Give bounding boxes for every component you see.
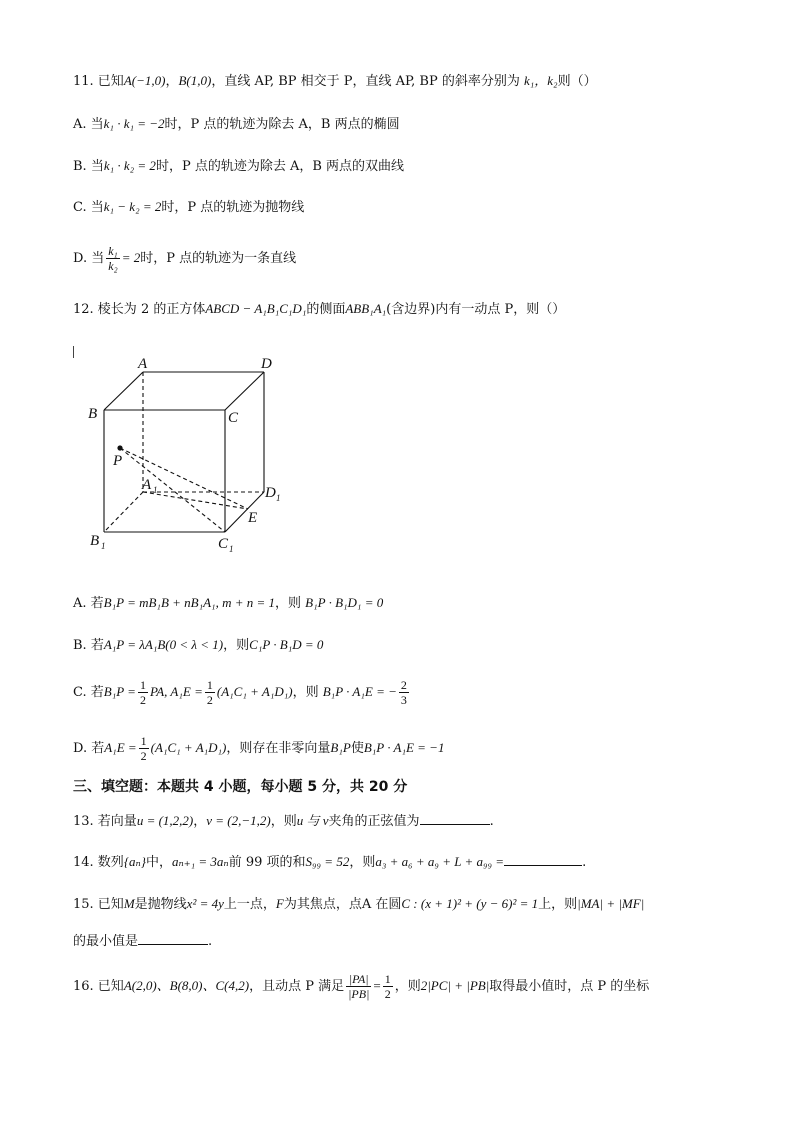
q11-d-eq: = 2 bbox=[121, 250, 141, 265]
q13-uv: u 与 v bbox=[296, 813, 329, 828]
q16-points: A(2,0)、B(8,0)、C(4,2) bbox=[123, 978, 250, 993]
q16-eq: = bbox=[373, 978, 381, 993]
q14-mid: 中， bbox=[145, 855, 172, 870]
q12-c-frac1-d: 2 bbox=[139, 693, 146, 707]
q12-c-frac2-n: 1 bbox=[206, 678, 213, 692]
q15-mid3: 为其焦点，点A 在圆 bbox=[283, 897, 402, 912]
q13-mid: ，则 bbox=[270, 814, 297, 829]
q16-ratio-d: |PB| bbox=[348, 987, 370, 1001]
q11-stem: 11. 已知A(−1,0)，B(1,0)，直线 AP, BP 相交于 P，直线 AP, BP 的斜率分别为 k₁，k₂则（） bbox=[73, 73, 597, 89]
q12-prefix: 12. 棱长为 2 的正方体 bbox=[73, 302, 206, 317]
q11-d-num: k₁ bbox=[108, 244, 118, 258]
q12-a-expr2: B₁P · B₁D₁ = 0 bbox=[305, 595, 384, 610]
q14-period: . bbox=[582, 855, 587, 870]
q11-b-label: B. 当 bbox=[73, 159, 104, 174]
q15-prefix: 15. 已知 bbox=[73, 897, 124, 912]
q12-option-b bbox=[73, 636, 323, 655]
label-a1: A bbox=[142, 477, 152, 493]
q12-a-mid: ，则 bbox=[275, 596, 302, 611]
q14-sequence: {aₙ} bbox=[123, 854, 146, 869]
q11-d-fraction bbox=[106, 244, 120, 273]
label-a1-sub: 1 bbox=[153, 485, 158, 495]
q14-sum: S₉₉ = 52 bbox=[305, 854, 350, 869]
q15-line1 bbox=[73, 895, 644, 914]
q16-end: 取得最小值时，点 P 的坐标 bbox=[489, 979, 650, 994]
q16-half-d: 2 bbox=[384, 987, 391, 1001]
q16-half bbox=[383, 972, 393, 1001]
q12-c-label: C. 若 bbox=[73, 685, 104, 700]
q11-d-text: 时，P 点的轨迹为一条直线 bbox=[140, 251, 297, 266]
q15-line2-text: 的最小值是 bbox=[73, 934, 139, 949]
q12-c-result bbox=[399, 678, 409, 707]
q12-a-expr: B₁P = mB₁B + nB₁A₁, m + n = 1 bbox=[103, 595, 276, 610]
q16-expr: 2|PC| + |PB| bbox=[420, 978, 490, 993]
q15-mid: 是抛物线 bbox=[134, 897, 187, 912]
q15-f: F bbox=[275, 896, 284, 911]
q12-c-frac2 bbox=[205, 678, 215, 707]
q12-d-text: ，则存在非零向量 bbox=[226, 741, 331, 756]
q12-d-text2: 使 bbox=[350, 741, 364, 756]
q12-d-frac-d: 2 bbox=[140, 749, 147, 763]
q14-answer-blank[interactable] bbox=[504, 853, 582, 866]
q15-period: . bbox=[208, 934, 213, 949]
label-d: D bbox=[261, 356, 272, 372]
q12-option-d bbox=[73, 730, 444, 767]
label-a: A bbox=[138, 356, 148, 372]
q16-half-n: 1 bbox=[384, 972, 391, 986]
q11-a-expr: k₁ · k₁ = −2 bbox=[103, 116, 165, 131]
q11-prefix: 11. 已知 bbox=[73, 74, 124, 89]
q12-c-result-d: 3 bbox=[400, 693, 407, 707]
section-fill-in-title: 三、填空题：本题共 4 小题，每小题 5 分，共 20 分 bbox=[73, 779, 408, 795]
q16-prefix: 16. 已知 bbox=[73, 979, 124, 994]
q12-d-expr2: B₁P · A₁E = −1 bbox=[363, 740, 445, 755]
q11-option-a bbox=[73, 115, 400, 134]
q14 bbox=[73, 853, 586, 872]
q12-mid: 的侧面 bbox=[306, 302, 346, 317]
q13-end: 夹角的正弦值为 bbox=[328, 814, 420, 829]
q13-sep: ， bbox=[193, 814, 207, 829]
q13-answer-blank[interactable] bbox=[420, 812, 490, 825]
q12-b-mid: ，则 bbox=[223, 638, 250, 653]
q12-end: (含边界)内有一动点 P，则（） bbox=[386, 302, 566, 317]
q11-c-expr: k₁ − k₂ = 2 bbox=[103, 199, 162, 214]
q12-cube: ABCD − A₁B₁C₁D₁ bbox=[205, 301, 307, 316]
q13 bbox=[73, 812, 494, 831]
label-b1-sub: 1 bbox=[101, 541, 106, 551]
q12-option-c bbox=[73, 674, 411, 711]
q16-mid2: ，则 bbox=[394, 979, 421, 994]
q12-c-frac2-d: 2 bbox=[206, 693, 213, 707]
q12-d-vec: B₁P bbox=[330, 740, 351, 755]
q11-point-b: B(1,0) bbox=[178, 73, 212, 88]
q12-face: ABB₁A₁ bbox=[345, 301, 387, 316]
q14-expr: a₃ + a₆ + a₉ + L + a₉₉ = bbox=[375, 854, 505, 869]
q11-point-a: A(−1,0) bbox=[123, 73, 166, 88]
q13-prefix: 13. 若向量 bbox=[73, 814, 137, 829]
q14-prefix: 14. 数列 bbox=[73, 855, 124, 870]
q15-mid4: 上，则 bbox=[538, 897, 578, 912]
label-c1: C bbox=[218, 536, 229, 552]
q11-d-label: D. 当 bbox=[73, 251, 105, 266]
label-c: C bbox=[228, 410, 239, 426]
q12-b-expr2: C₁P · B₁D = 0 bbox=[249, 637, 324, 652]
q15-mid2: 上一点， bbox=[223, 897, 276, 912]
q11-stem-text: ，直线 AP, BP 相交于 P，直线 AP, BP 的斜率分别为 bbox=[211, 74, 520, 89]
q11-option-d bbox=[73, 240, 296, 277]
q15-answer-blank[interactable] bbox=[138, 932, 208, 945]
q11-c-text: 时，P 点的轨迹为抛物线 bbox=[161, 200, 305, 215]
q12-d-label: D. 若 bbox=[73, 741, 105, 756]
q13-vector-u: u = (1,2,2) bbox=[136, 813, 194, 828]
q14-recurrence: aₙ₊₁ = 3aₙ bbox=[172, 854, 229, 869]
q12-d-expr-a: A₁E = bbox=[104, 740, 137, 755]
q13-period: . bbox=[489, 814, 494, 829]
q12-c-expr-a: B₁P = bbox=[103, 684, 136, 699]
q12-option-a bbox=[73, 594, 383, 613]
q12-d-expr-b: (A₁C₁ + A₁D₁) bbox=[150, 740, 227, 755]
q12-a-label: A. 若 bbox=[73, 596, 104, 611]
q15-parabola: x² = 4y bbox=[186, 896, 224, 911]
q12-c-mid: ，则 bbox=[292, 685, 319, 700]
q13-vector-v: v = (2,−1,2) bbox=[206, 813, 271, 828]
label-b1: B bbox=[90, 533, 100, 549]
q12-c-expr-c: (A₁C₁ + A₁D₁) bbox=[216, 684, 293, 699]
q12-d-frac bbox=[139, 734, 149, 763]
label-d1-sub: 1 bbox=[276, 493, 281, 503]
q15-m: M bbox=[123, 896, 135, 911]
point-p-dot bbox=[117, 445, 122, 450]
q16 bbox=[73, 968, 649, 1005]
q15-circle: C : (x + 1)² + (y − 6)² = 1 bbox=[401, 896, 539, 911]
q14-mid3: ，则 bbox=[349, 855, 376, 870]
q12-c-frac1 bbox=[138, 678, 148, 707]
q12-stem bbox=[73, 300, 565, 319]
q16-ratio bbox=[346, 972, 371, 1001]
q11-d-den: k₂ bbox=[108, 259, 118, 273]
label-d1: D bbox=[265, 485, 276, 501]
q12-b-label: B. 若 bbox=[73, 638, 104, 653]
margin-tick bbox=[73, 346, 74, 358]
q12-c-frac1-n: 1 bbox=[139, 678, 146, 692]
q11-b-text: 时，P 点的轨迹为除去 A，B 两点的双曲线 bbox=[155, 159, 405, 174]
q11-a-text: 时，P 点的轨迹为除去 A，B 两点的椭圆 bbox=[164, 117, 400, 132]
label-p: P bbox=[113, 453, 123, 469]
q12-c-expr2: B₁P · A₁E = − bbox=[322, 684, 397, 699]
label-c1-sub: 1 bbox=[229, 544, 234, 552]
q15-line2 bbox=[73, 932, 212, 951]
q11-option-b bbox=[73, 157, 404, 176]
q11-b-expr: k₁ · k₂ = 2 bbox=[103, 158, 156, 173]
q14-mid2: 前 99 项的和 bbox=[228, 855, 306, 870]
q12-b-expr: A₁P = λA₁B(0 < λ < 1) bbox=[103, 637, 224, 652]
q12-c-expr-b: PA, A₁E = bbox=[149, 684, 203, 699]
q11-a-label: A. 当 bbox=[73, 117, 104, 132]
q15-expr: |MA| + |MF| bbox=[577, 896, 645, 911]
label-b: B bbox=[88, 406, 98, 422]
cube-figure bbox=[80, 352, 300, 552]
q11-c-label: C. 当 bbox=[73, 200, 104, 215]
q12-d-frac-n: 1 bbox=[140, 734, 147, 748]
q16-mid: ，且动点 P 满足 bbox=[249, 979, 345, 994]
q11-stem-end: 则（） bbox=[557, 74, 597, 89]
q12-c-result-n: 2 bbox=[400, 678, 407, 692]
label-e: E bbox=[248, 510, 258, 526]
q16-ratio-n: |PA| bbox=[346, 972, 371, 987]
q11-slopes: k₁，k₂ bbox=[524, 73, 558, 88]
q11-option-c bbox=[73, 198, 304, 217]
